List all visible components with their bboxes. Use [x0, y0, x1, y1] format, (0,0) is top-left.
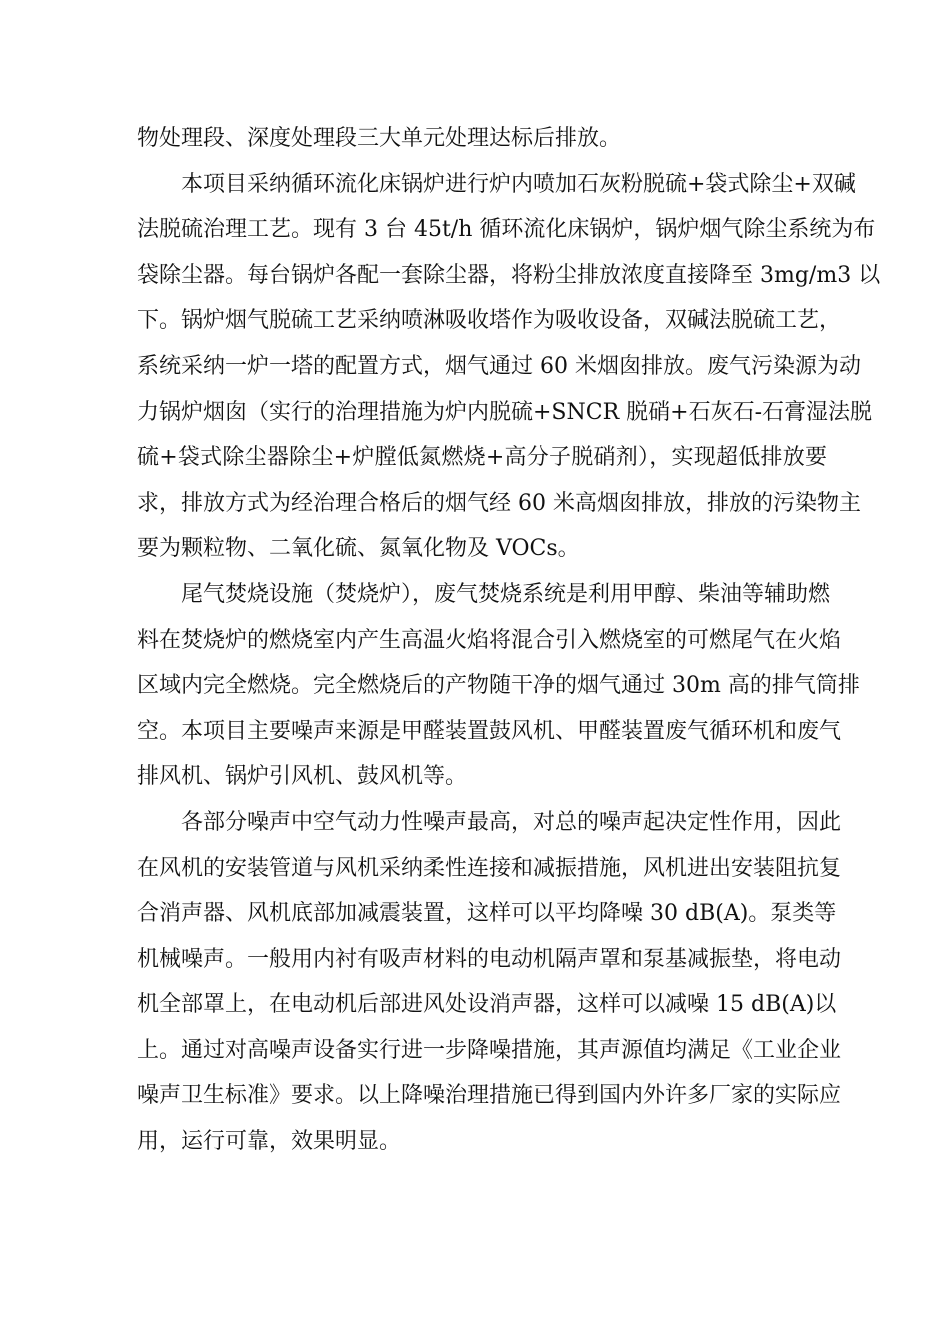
- text-line: 在风机的安装管道与风机采纳柔性连接和减振措施，风机进出安装阻抗复: [137, 855, 842, 881]
- text-line: 法脱硫治理工艺。现有 3 台 45t/h 循环流化床锅炉，锅炉烟气除尘系统为布: [137, 217, 876, 243]
- text-line: 袋除尘器。每台锅炉各配一套除尘器，将粉尘排放浓度直接降至 3mg/m3 以: [137, 262, 881, 288]
- text-line: 硫+袋式除尘器除尘+炉膛低氮燃烧+高分子脱硝剂），实现超低排放要: [137, 445, 827, 471]
- paragraph-4: [137, 800, 842, 1165]
- text-line: 料在焚烧炉的燃烧室内产生高温火焰将混合引入燃烧室的可燃尾气在火焰: [137, 627, 842, 653]
- text-line: 物处理段、深度处理段三大单元处理达标后排放。: [137, 126, 622, 151]
- text-line: 用，运行可靠，效果明显。: [137, 1129, 402, 1155]
- text-line: 要为颗粒物、二氧化硫、氮氧化物及 VOCs。: [137, 536, 580, 562]
- text-line: 系统采纳一炉一塔的配置方式，烟气通过 60 米烟囱排放。废气污染源为动: [137, 353, 861, 379]
- text-line: 各部分噪声中空气动力性噪声最高，对总的噪声起决定性作用，因此: [181, 809, 842, 835]
- text-line: 区域内完全燃烧。完全燃烧后的产物随干净的烟气通过 30m 高的排气筒排: [137, 673, 860, 699]
- document-body: [137, 116, 881, 1165]
- text-line: 噪声卫生标准》要求。以上降噪治理措施已得到国内外许多厂家的实际应: [137, 1083, 842, 1109]
- text-line: 上。通过对高噪声设备实行进一步降噪措施，其声源值均满足《工业企业: [137, 1037, 842, 1063]
- text-line: 合消声器、风机底部加减震装置，这样可以平均降噪 30 dB(A)。泵类等: [137, 901, 837, 927]
- text-line: 尾气焚烧设施（焚烧炉），废气焚烧系统是利用甲醇、柴油等辅助燃: [181, 581, 831, 607]
- text-line: 下。锅炉烟气脱硫工艺采纳喷淋吸收塔作为吸收设备，双碱法脱硫工艺，: [137, 308, 842, 334]
- paragraph-2: [137, 162, 881, 572]
- text-line: 力锅炉烟囱（实行的治理措施为炉内脱硫+SNCR 脱硝+石灰石-石膏湿法脱: [137, 399, 873, 425]
- paragraph-1: [137, 116, 827, 162]
- text-line: 本项目采纳循环流化床锅炉进行炉内喷加石灰粉脱硫+袋式除尘+双碱: [181, 171, 856, 197]
- paragraph-3: [137, 572, 860, 800]
- text-line: 排风机、锅炉引风机、鼓风机等。: [137, 764, 468, 790]
- text-line: 空。本项目主要噪声来源是甲醛装置鼓风机、甲醛装置废气循环机和废气: [137, 718, 842, 744]
- text-line: 求，排放方式为经治理合格后的烟气经 60 米高烟囱排放，排放的污染物主: [137, 490, 861, 516]
- text-line: 机全部罩上，在电动机后部进风处设消声器，这样可以减噪 15 dB(A)以: [137, 992, 837, 1018]
- text-line: 机械噪声。一般用内衬有吸声材料的电动机隔声罩和泵基减振垫，将电动: [137, 946, 842, 972]
